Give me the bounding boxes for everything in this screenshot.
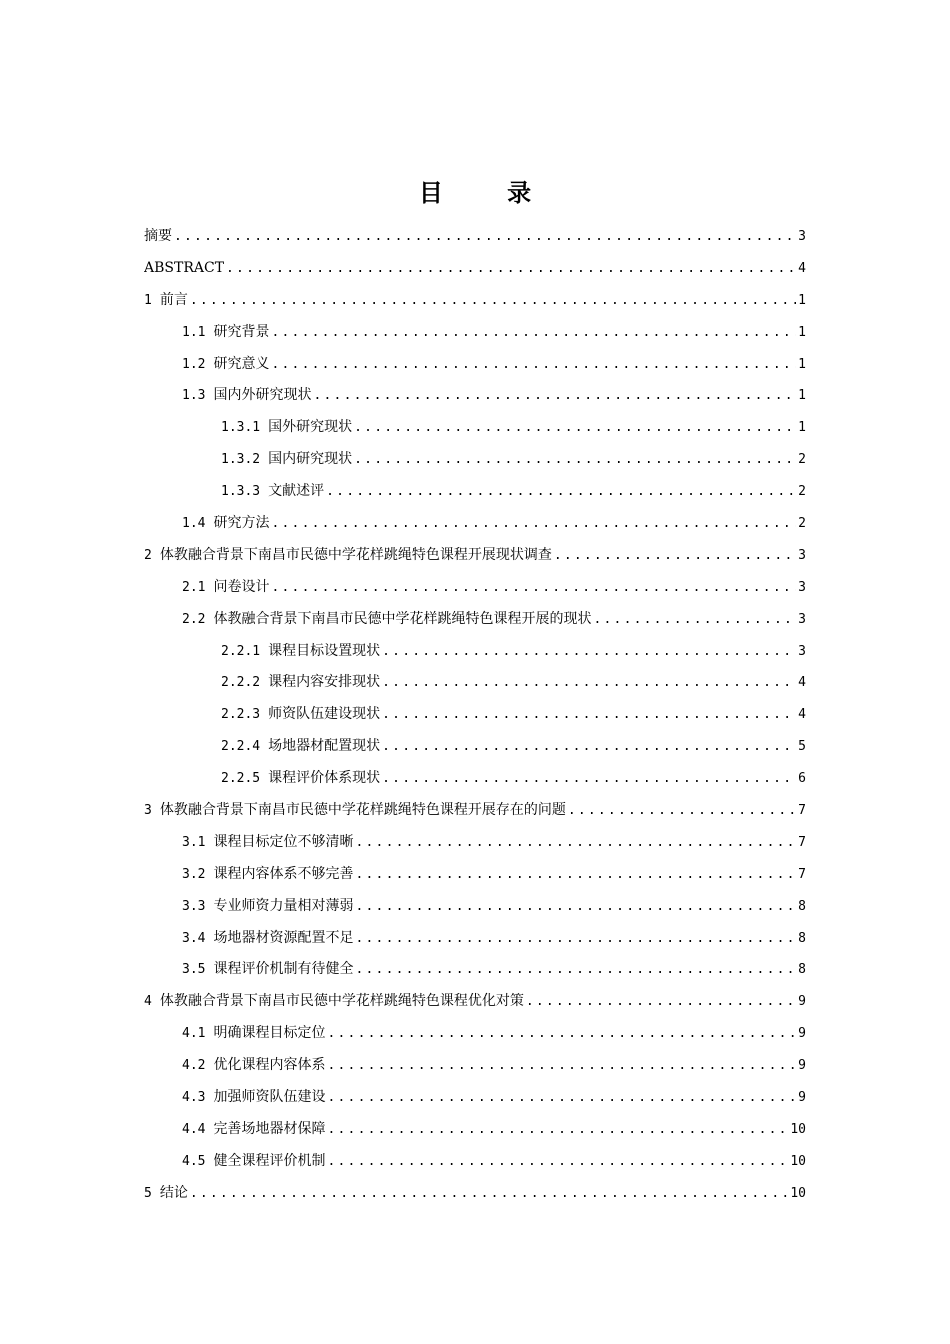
toc-entry-title: 结论 xyxy=(159,1184,188,1201)
toc-entry-page-number: 10 xyxy=(790,1121,806,1137)
toc-entry[interactable] xyxy=(144,288,806,320)
toc-entry-page-number: 4 xyxy=(798,675,806,691)
toc-title: 目 录 xyxy=(418,178,560,207)
toc-leader-dots xyxy=(355,895,796,919)
toc-entry-title: 研究背景 xyxy=(213,323,270,340)
toc-entry-title: 文献述评 xyxy=(268,483,325,500)
toc-entry-number: 2.2 xyxy=(182,611,206,627)
toc-entry-number: 4.4 xyxy=(182,1121,206,1137)
toc-entry-number: 3.2 xyxy=(182,866,206,882)
toc-entry[interactable] xyxy=(144,415,806,447)
toc-entry-title: 明确课程目标定位 xyxy=(213,1025,326,1042)
toc-leader-dots xyxy=(382,703,796,727)
toc-entry-title: 课程目标设置现状 xyxy=(268,642,381,659)
toc-entry-title: 场地器材资源配置不足 xyxy=(213,929,354,946)
toc-entry-page-number: 10 xyxy=(790,1185,806,1201)
toc-entry-title: 专业师资力量相对薄弱 xyxy=(213,897,354,914)
toc-entry-title: 课程目标定位不够清晰 xyxy=(213,833,354,850)
toc-entry-title: 研究意义 xyxy=(213,355,270,372)
toc-entry-number: 3.3 xyxy=(182,898,206,914)
toc-entry-page-number: 4 xyxy=(798,707,806,723)
toc-entry[interactable] xyxy=(144,447,806,479)
toc-entry[interactable] xyxy=(144,894,806,926)
toc-entry-number: 3.1 xyxy=(182,834,206,850)
toc-entry[interactable] xyxy=(144,256,806,288)
toc-entry-number: 3.4 xyxy=(182,930,206,946)
toc-leader-dots xyxy=(593,608,796,632)
toc-entry-page-number: 8 xyxy=(798,962,806,978)
toc-entry-page-number: 7 xyxy=(798,834,806,850)
toc-leader-dots xyxy=(354,416,796,440)
toc-leader-dots xyxy=(382,671,796,695)
toc-entry-number: 4.1 xyxy=(182,1026,206,1042)
toc-entry-number: 2.2.5 xyxy=(221,771,261,787)
toc-leader-dots xyxy=(327,1150,788,1174)
toc-entry-number: 1.3.1 xyxy=(221,420,261,436)
toc-leader-dots xyxy=(190,289,796,313)
toc-entry[interactable] xyxy=(144,734,806,766)
toc-entry-page-number: 3 xyxy=(798,643,806,659)
toc-entry-page-number: 9 xyxy=(798,1058,806,1074)
toc-entry-number: 5 xyxy=(144,1185,152,1201)
toc-entry[interactable] xyxy=(144,383,806,415)
toc-entry-title: 体教融合背景下南昌市民德中学花样跳绳特色课程开展的现状 xyxy=(213,610,592,627)
toc-entry[interactable] xyxy=(144,224,806,256)
toc-entry-number: 1.3.3 xyxy=(221,484,261,500)
toc-entry-number: 4.2 xyxy=(182,1058,206,1074)
toc-entry[interactable] xyxy=(144,670,806,702)
toc-leader-dots xyxy=(355,927,796,951)
toc-leader-dots xyxy=(355,863,796,887)
toc-leader-dots xyxy=(271,512,796,536)
toc-entry-number: 1.2 xyxy=(182,356,206,372)
toc-leader-dots xyxy=(382,735,796,759)
toc-entry-page-number: 5 xyxy=(798,739,806,755)
toc-entry-page-number: 3 xyxy=(798,611,806,627)
toc-leader-dots xyxy=(354,448,796,472)
toc-entry-title: ABSTRACT xyxy=(144,259,225,276)
toc-leader-dots xyxy=(190,1182,789,1206)
toc-entry-title: 加强师资队伍建设 xyxy=(213,1089,326,1106)
toc-entry[interactable] xyxy=(144,639,806,671)
toc-entry-title: 完善场地器材保障 xyxy=(213,1120,326,1137)
toc-leader-dots xyxy=(174,225,796,249)
toc-entry[interactable] xyxy=(144,957,806,989)
toc-entry-title: 课程内容体系不够完善 xyxy=(213,865,354,882)
toc-leader-dots xyxy=(382,640,796,664)
toc-entry[interactable] xyxy=(144,1021,806,1053)
toc-entry-page-number: 9 xyxy=(798,1090,806,1106)
toc-leader-dots xyxy=(326,480,796,504)
toc-entry[interactable] xyxy=(144,352,806,384)
toc-entry-title: 场地器材配置现状 xyxy=(268,738,381,755)
toc-leader-dots xyxy=(226,257,796,281)
toc-entry-page-number: 2 xyxy=(798,484,806,500)
toc-entry[interactable] xyxy=(144,511,806,543)
toc-entry-number: 1.3 xyxy=(182,388,206,404)
toc-entry-title: 师资队伍建设现状 xyxy=(268,706,381,723)
toc-entry-page-number: 1 xyxy=(798,420,806,436)
toc-leader-dots xyxy=(327,1022,796,1046)
toc-entry-number: 2.2.2 xyxy=(221,675,261,691)
toc-entry-title: 国内研究现状 xyxy=(268,451,353,468)
toc-entry-number: 2.2.4 xyxy=(221,739,261,755)
toc-list xyxy=(144,224,806,1213)
toc-leader-dots xyxy=(271,353,796,377)
toc-entry-title: 课程内容安排现状 xyxy=(268,674,381,691)
toc-entry-page-number: 3 xyxy=(798,579,806,595)
toc-entry[interactable] xyxy=(144,1117,806,1149)
toc-entry-page-number: 4 xyxy=(798,260,806,276)
toc-leader-dots xyxy=(554,544,796,568)
toc-entry-number: 3 xyxy=(144,803,152,819)
toc-entry[interactable] xyxy=(144,798,806,830)
toc-entry-page-number: 1 xyxy=(798,388,806,404)
toc-entry-page-number: 1 xyxy=(798,356,806,372)
toc-leader-dots xyxy=(355,831,796,855)
toc-entry-title: 健全课程评价机制 xyxy=(213,1152,326,1169)
toc-entry-title: 国外研究现状 xyxy=(268,419,353,436)
toc-leader-dots xyxy=(355,958,796,982)
toc-entry-page-number: 3 xyxy=(798,547,806,563)
toc-entry-number: 2.1 xyxy=(182,579,206,595)
toc-entry[interactable] xyxy=(144,989,806,1021)
toc-leader-dots xyxy=(382,767,796,791)
toc-entry-number: 1.3.2 xyxy=(221,452,261,468)
toc-entry-page-number: 8 xyxy=(798,898,806,914)
toc-leader-dots xyxy=(327,1086,796,1110)
toc-entry-number: 2.2.1 xyxy=(221,643,261,659)
toc-entry-title: 前言 xyxy=(159,291,188,308)
toc-entry-title: 体教融合背景下南昌市民德中学花样跳绳特色课程优化对策 xyxy=(159,993,524,1010)
toc-entry-title: 体教融合背景下南昌市民德中学花样跳绳特色课程开展现状调查 xyxy=(159,546,552,563)
toc-entry[interactable] xyxy=(144,1181,806,1213)
toc-leader-dots xyxy=(327,1054,796,1078)
toc-entry[interactable] xyxy=(144,607,806,639)
toc-entry-page-number: 3 xyxy=(798,229,806,244)
toc-entry[interactable] xyxy=(144,543,806,575)
toc-entry-page-number: 8 xyxy=(798,930,806,946)
toc-entry-title: 研究方法 xyxy=(213,515,270,532)
toc-entry-number: 4.3 xyxy=(182,1090,206,1106)
toc-entry[interactable] xyxy=(144,702,806,734)
toc-entry-title: 课程评价机制有待健全 xyxy=(213,961,354,978)
toc-leader-dots xyxy=(271,576,796,600)
toc-entry[interactable] xyxy=(144,766,806,798)
toc-entry-page-number: 6 xyxy=(798,771,806,787)
toc-entry[interactable] xyxy=(144,320,806,352)
toc-entry-page-number: 9 xyxy=(798,1026,806,1042)
toc-entry-title: 摘要 xyxy=(144,228,172,244)
toc-entry-title: 优化课程内容体系 xyxy=(213,1057,326,1074)
toc-leader-dots xyxy=(568,799,796,823)
toc-entry-number: 1.4 xyxy=(182,516,206,532)
toc-leader-dots xyxy=(271,321,796,345)
toc-entry[interactable] xyxy=(144,575,806,607)
toc-entry-number: 1 xyxy=(144,292,152,308)
toc-entry-page-number: 10 xyxy=(790,1153,806,1169)
toc-entry-number: 4.5 xyxy=(182,1153,206,1169)
toc-leader-dots xyxy=(327,1118,788,1142)
toc-entry[interactable] xyxy=(144,926,806,958)
toc-entry-page-number: 1 xyxy=(798,292,806,308)
toc-entry-number: 3.5 xyxy=(182,962,206,978)
toc-entry-page-number: 1 xyxy=(798,324,806,340)
toc-entry-title: 课程评价体系现状 xyxy=(268,770,381,787)
toc-entry[interactable] xyxy=(144,1053,806,1085)
toc-entry-page-number: 7 xyxy=(798,866,806,882)
toc-entry-number: 4 xyxy=(144,994,152,1010)
toc-entry-page-number: 2 xyxy=(798,516,806,532)
toc-entry-page-number: 7 xyxy=(798,803,806,819)
toc-entry-page-number: 9 xyxy=(798,994,806,1010)
toc-entry-number: 2.2.3 xyxy=(221,707,261,723)
toc-entry-number: 2 xyxy=(144,547,152,563)
toc-entry-number: 1.1 xyxy=(182,324,206,340)
toc-entry[interactable] xyxy=(144,1085,806,1117)
toc-leader-dots xyxy=(526,990,796,1014)
toc-entry-title: 问卷设计 xyxy=(213,578,270,595)
toc-entry[interactable] xyxy=(144,1149,806,1181)
toc-entry[interactable] xyxy=(144,830,806,862)
toc-entry-title: 国内外研究现状 xyxy=(213,387,312,404)
toc-entry[interactable] xyxy=(144,862,806,894)
toc-entry-page-number: 2 xyxy=(798,452,806,468)
toc-leader-dots xyxy=(313,384,796,408)
toc-entry-title: 体教融合背景下南昌市民德中学花样跳绳特色课程开展存在的问题 xyxy=(159,802,566,819)
toc-entry[interactable] xyxy=(144,479,806,511)
